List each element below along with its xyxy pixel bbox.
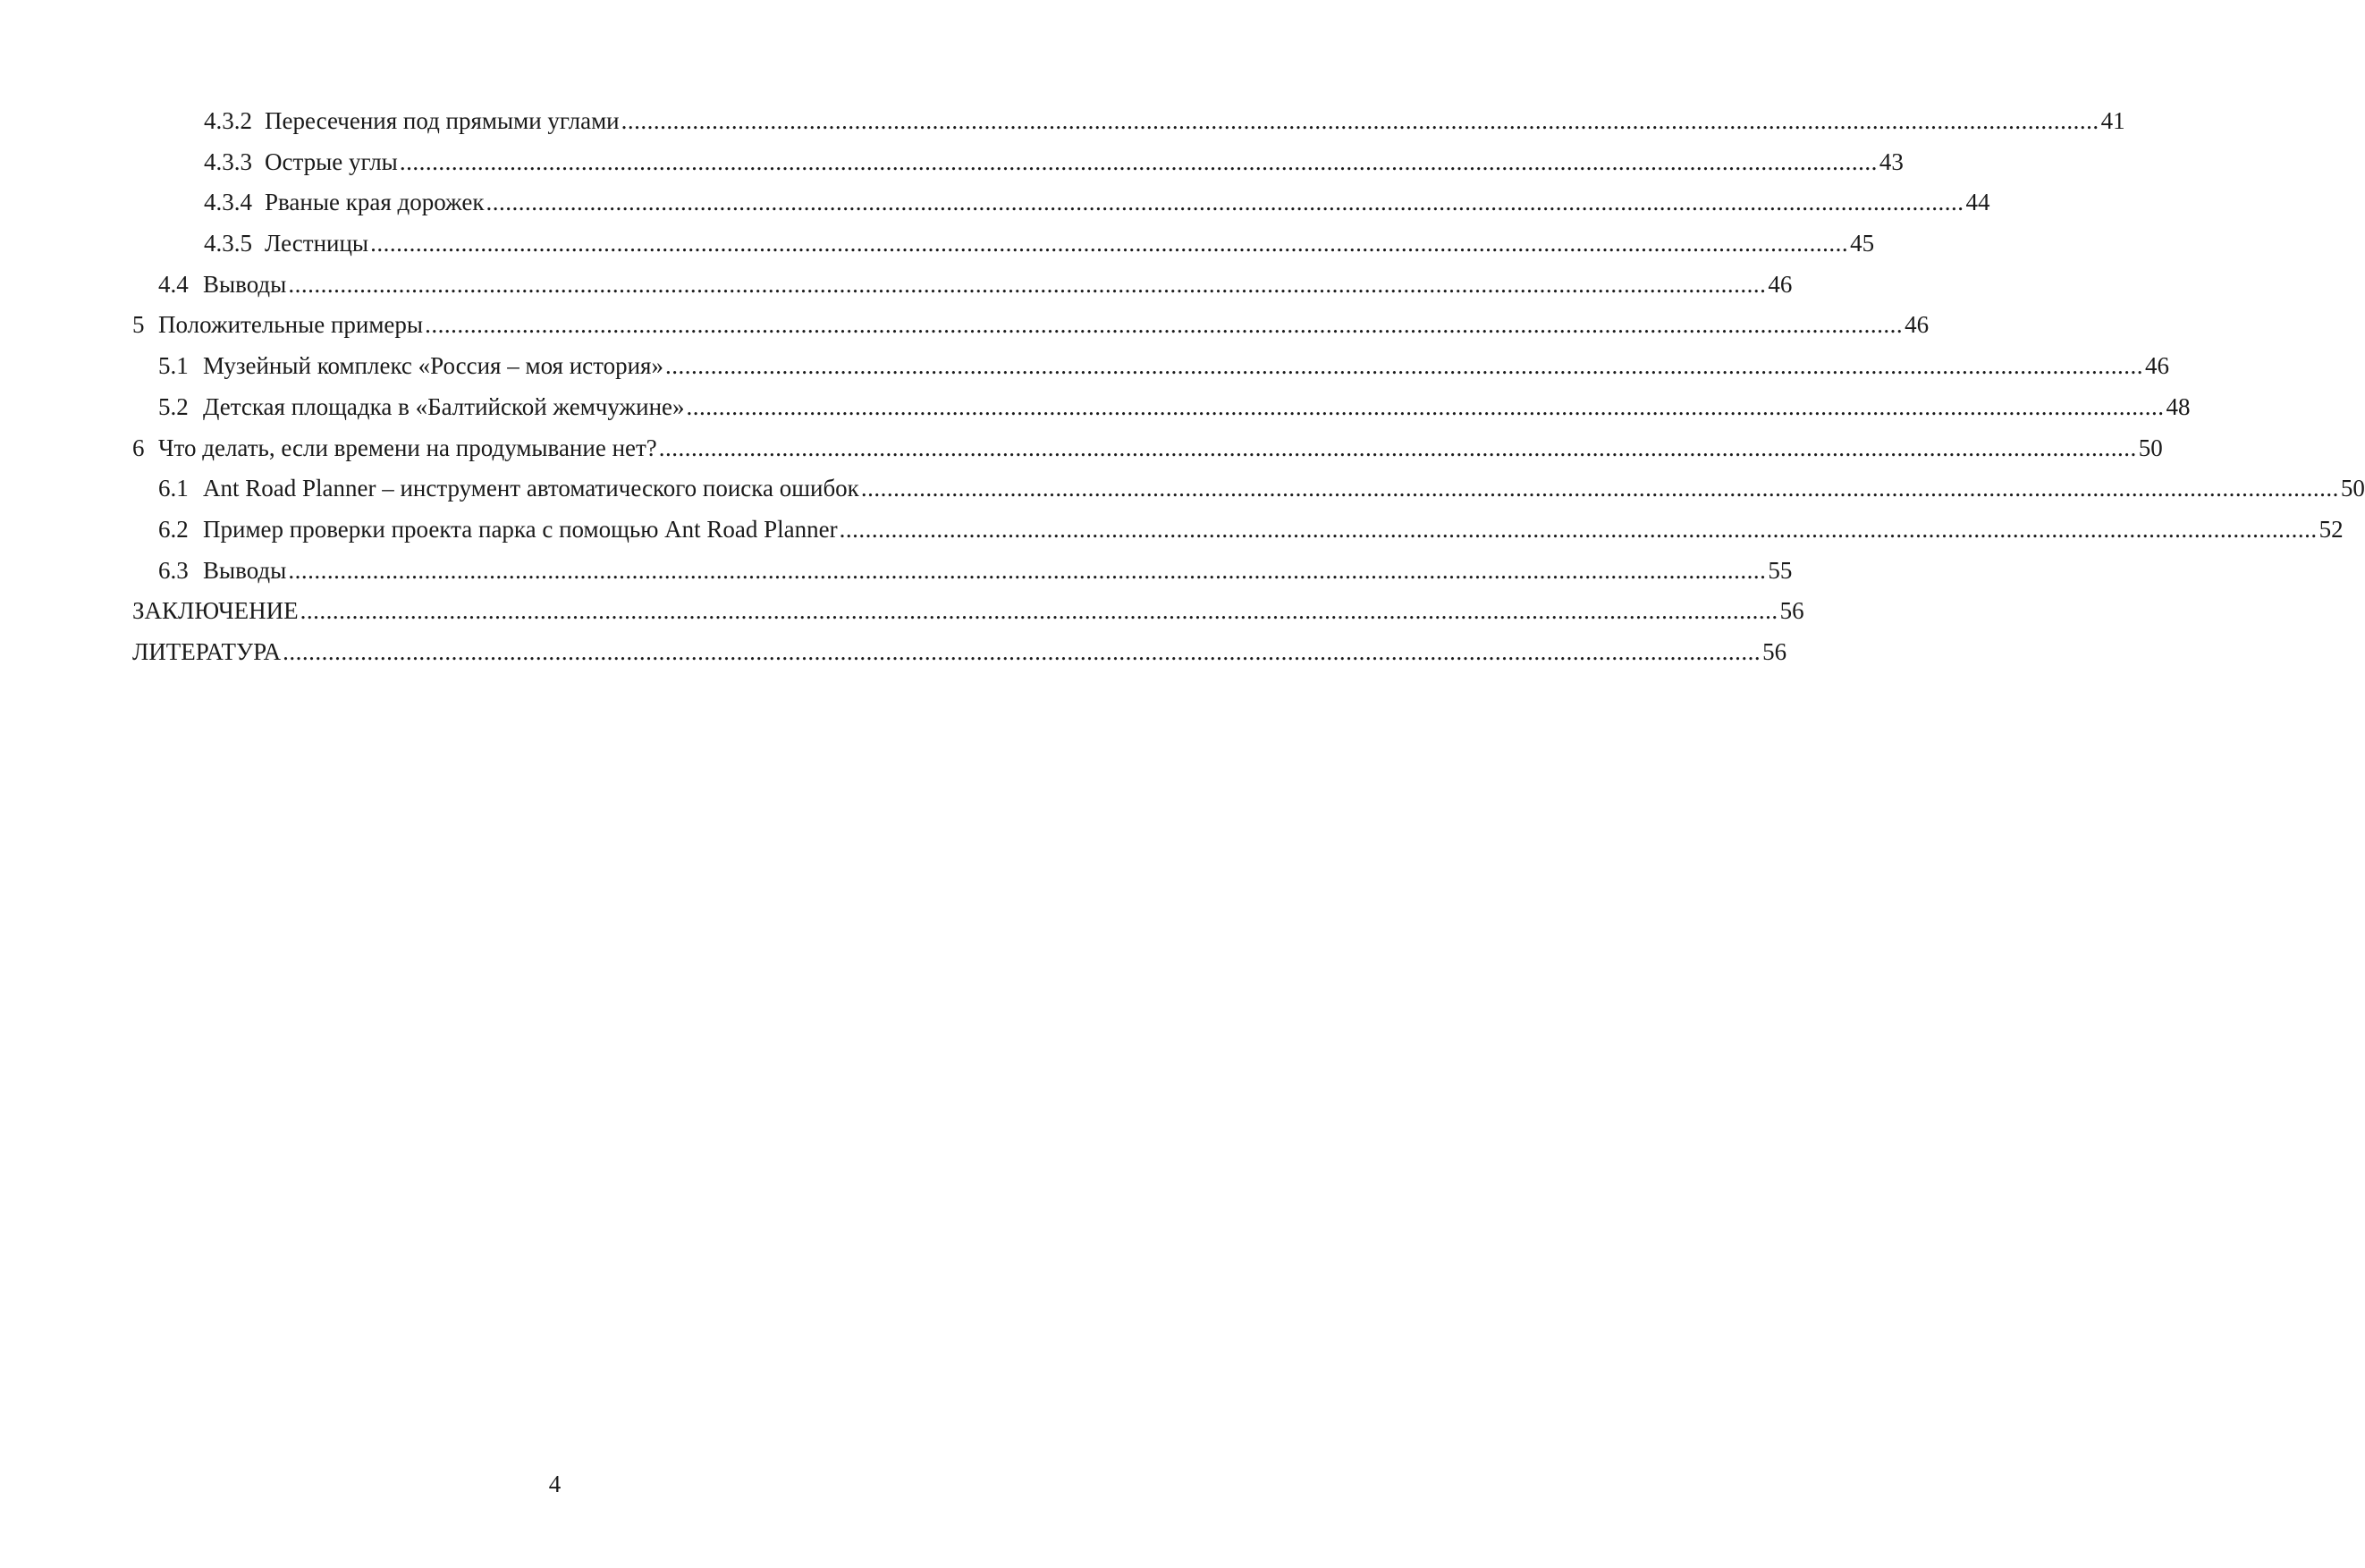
toc-entry-page: 56	[1779, 597, 1804, 625]
toc-entry-line	[132, 632, 1787, 673]
toc-entry-line	[158, 510, 2344, 551]
toc-entry-title: Лестницы	[265, 230, 369, 257]
toc-dot-leader	[861, 468, 2339, 510]
toc-entry[interactable]	[0, 591, 1804, 632]
toc-entry-line	[132, 305, 1930, 346]
toc-dot-leader	[300, 591, 1778, 632]
toc-entry-title: ЗАКЛЮЧЕНИЕ	[132, 597, 299, 625]
toc-dot-leader	[687, 387, 2165, 428]
toc-entry-page: 45	[1850, 230, 1875, 257]
toc-entry-number: 4.3.2	[204, 107, 252, 134]
toc-entry-line	[158, 551, 1793, 592]
toc-entry-title: Пример проверки проекта парка с помощью Ant Road Planner	[203, 515, 838, 543]
toc-entry-page: 52	[2319, 515, 2344, 543]
toc-entry-page: 46	[1905, 311, 1930, 339]
page-number: 4	[548, 1471, 562, 1497]
toc-entry-line	[204, 142, 1904, 183]
toc-dot-leader	[659, 428, 2137, 469]
toc-entry-title: Детская площадка в «Балтийской жемчужине»	[203, 392, 685, 420]
toc-entry-line	[204, 101, 2125, 142]
toc-entry[interactable]	[0, 182, 1990, 223]
toc-entry-number: 5	[132, 311, 145, 339]
toc-entry-number: 4.3.3	[204, 148, 252, 175]
toc-entry-page: 48	[2166, 392, 2191, 420]
toc-entry-page: 46	[2144, 352, 2169, 380]
toc-entry-number: 6.3	[158, 556, 189, 584]
toc-entry-title: Выводы	[203, 270, 287, 298]
table-of-contents	[0, 101, 2365, 673]
toc-entry-line	[204, 182, 1990, 223]
toc-dot-leader	[840, 510, 2318, 551]
toc-entry-line	[158, 468, 2365, 510]
toc-entry-number: 5.1	[158, 352, 189, 380]
toc-dot-leader	[621, 101, 2099, 142]
toc-entry-title: Рваные края дорожек	[265, 189, 485, 216]
toc-entry-title: Острые углы	[265, 148, 398, 175]
toc-dot-leader	[283, 632, 1761, 673]
toc-entry-number: 6	[132, 434, 145, 461]
toc-entry-line	[158, 346, 2169, 387]
toc-entry-title: Выводы	[203, 556, 287, 584]
toc-entry-line	[204, 223, 1875, 265]
toc-entry-title: ЛИТЕРАТУРА	[132, 637, 282, 665]
toc-entry-page: 44	[1965, 189, 1990, 216]
toc-entry-number: 6.1	[158, 475, 189, 502]
toc-entry-number: 6.2	[158, 515, 189, 543]
toc-entry-line	[158, 265, 1793, 306]
toc-entry-title: Положительные примеры	[158, 311, 424, 339]
toc-entry[interactable]	[0, 510, 2344, 551]
toc-entry-number: 4.3.5	[204, 230, 252, 257]
toc-entry[interactable]	[0, 468, 2365, 510]
toc-entry-number: 4.4	[158, 270, 189, 298]
toc-dot-leader	[400, 142, 1878, 183]
toc-dot-leader	[486, 182, 1964, 223]
toc-dot-leader	[288, 265, 1766, 306]
toc-dot-leader	[370, 223, 1848, 265]
toc-entry-page: 50	[2340, 475, 2365, 502]
toc-entry-page: 55	[1768, 556, 1793, 584]
toc-entry-line	[132, 428, 2163, 469]
toc-entry[interactable]	[0, 387, 2191, 428]
toc-dot-leader	[665, 346, 2143, 387]
toc-entry-page: 43	[1879, 148, 1904, 175]
toc-entry-page: 46	[1768, 270, 1793, 298]
toc-entry-line	[158, 387, 2191, 428]
toc-entry[interactable]	[0, 632, 1787, 673]
toc-entry-number: 4.3.4	[204, 189, 252, 216]
toc-dot-leader	[425, 305, 1903, 346]
toc-entry[interactable]	[0, 101, 2125, 142]
toc-entry-page: 41	[2100, 107, 2125, 134]
toc-entry[interactable]	[0, 142, 1904, 183]
toc-entry[interactable]	[0, 346, 2169, 387]
toc-entry[interactable]	[0, 551, 1793, 592]
toc-entry-title: Пересечения под прямыми углами	[265, 107, 620, 134]
toc-entry-page: 56	[1762, 637, 1787, 665]
toc-entry-line	[132, 591, 1804, 632]
toc-entry[interactable]	[0, 223, 1875, 265]
toc-entry[interactable]	[0, 305, 1930, 346]
toc-entry-page: 50	[2138, 434, 2163, 461]
toc-entry-title: Что делать, если времени на продумывание нет?	[158, 434, 657, 461]
toc-entry-number: 5.2	[158, 392, 189, 420]
toc-entry-title: Музейный комплекс «Россия – моя история»	[203, 352, 663, 380]
toc-entry[interactable]	[0, 265, 1793, 306]
toc-dot-leader	[288, 551, 1766, 592]
toc-entry[interactable]	[0, 428, 2163, 469]
toc-entry-title: Ant Road Planner – инструмент автоматического поиска ошибок	[203, 475, 859, 502]
